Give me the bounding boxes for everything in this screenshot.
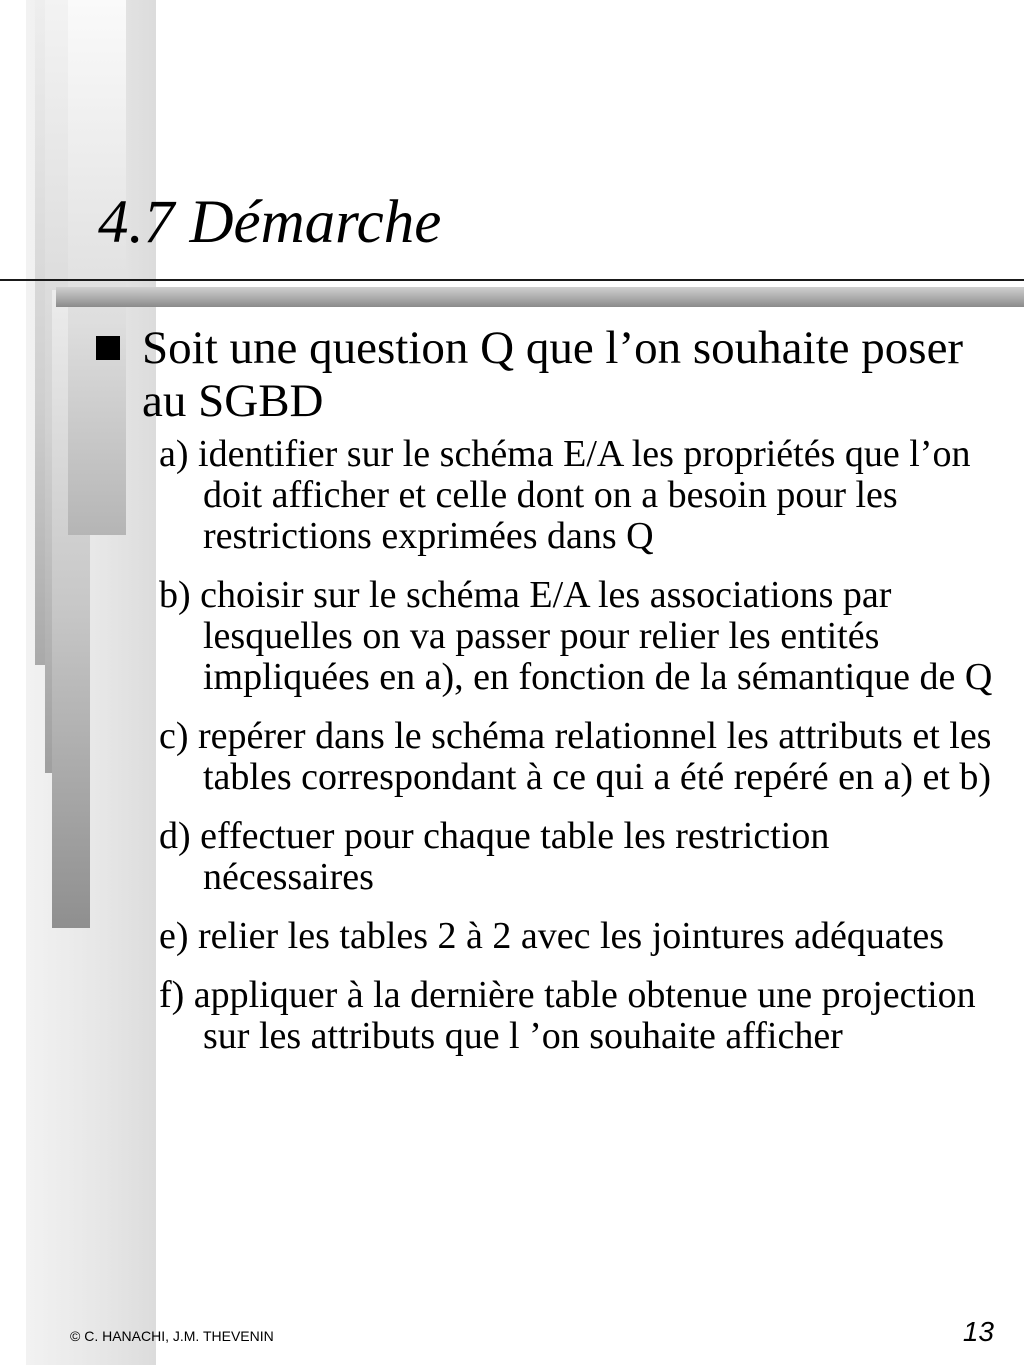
main-bullet: [96, 322, 996, 428]
square-bullet-icon: [96, 336, 120, 360]
step-item: d) effectuer pour chaque table les restriction nécessaires: [159, 815, 830, 898]
slide-title: 4.7 Démarche: [98, 189, 442, 256]
page-number: 13: [962, 1316, 994, 1347]
slide-content: [96, 322, 996, 1075]
step-item: e) relier les tables 2 à 2 avec les jointures adéquates: [159, 915, 944, 957]
footer-copyright: © C. HANACHI, J.M. THEVENIN: [70, 1328, 274, 1344]
step-item: c) repérer dans le schéma relationnel les attributs et les tables correspondant à ce qui a été repéré en a) et b): [159, 715, 992, 798]
step-item: b) choisir sur le schéma E/A les associations par lesquelles on va passer pour relier les entités impliquées en a), en fonction de la sémantique de Q: [159, 574, 993, 698]
steps-list: [96, 434, 996, 1057]
step-item: a) identifier sur le schéma E/A les propriétés que l’on doit afficher et celle dont on a besoin pour les restrictions exprimées dans Q: [159, 433, 971, 557]
step-item: f) appliquer à la dernière table obtenue une projection sur les attributs que l ’on souhaite afficher: [159, 974, 976, 1057]
title-band: [56, 287, 1024, 307]
title-divider: [0, 279, 1024, 281]
main-bullet-text: Soit une question Q que l’on souhaite poser au SGBD: [142, 322, 964, 427]
